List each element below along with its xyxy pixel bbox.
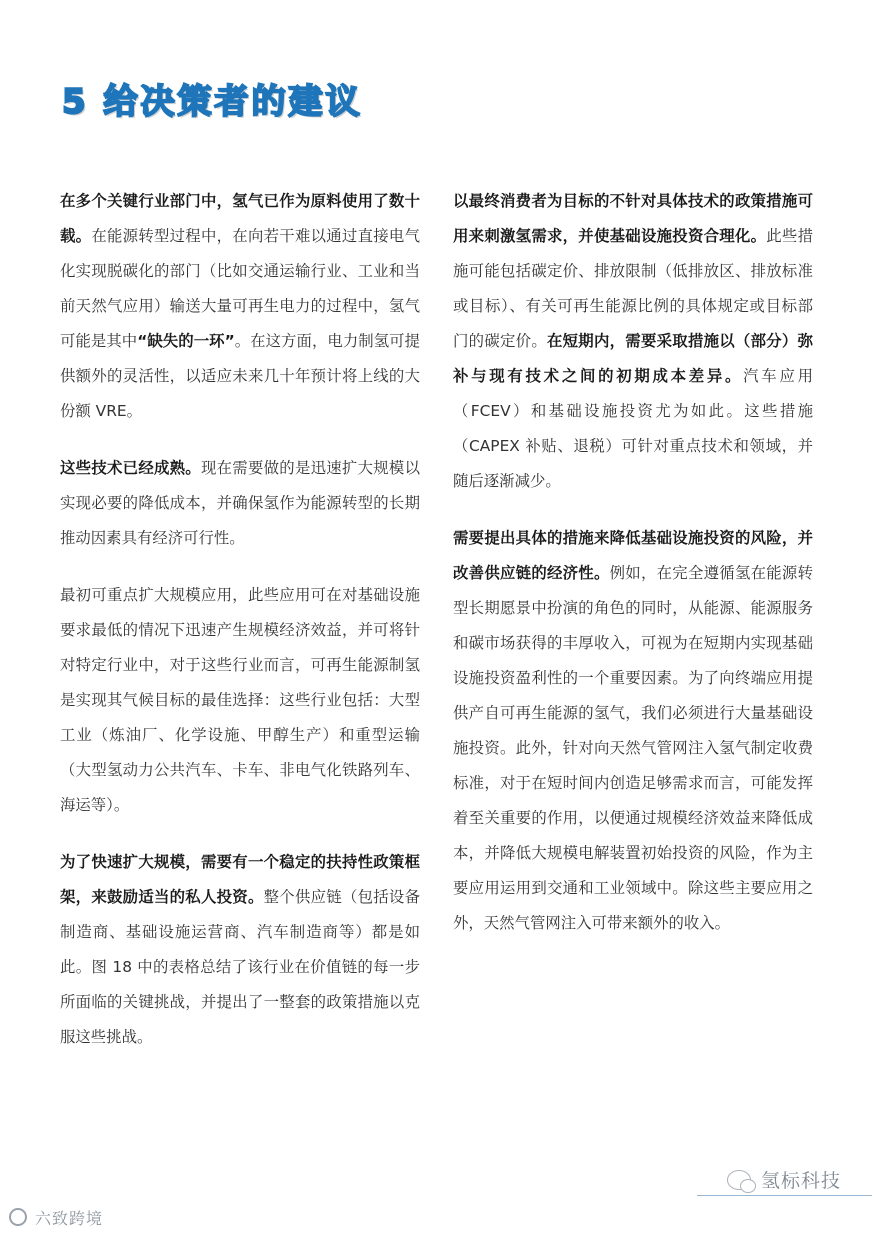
watermark-text: 六致跨境 <box>35 1209 104 1228</box>
wechat-icon <box>727 1170 751 1190</box>
bold-text: 为了快速扩大规模，需要有一个稳定的扶持性政策框架，来鼓励适当的私人投资。 <box>60 853 420 906</box>
paragraph <box>60 184 420 429</box>
paragraph <box>60 845 420 1055</box>
body-text: 此些措施可能包括碳定价、排放限制（低排放区、排放标准或目标）、有关可再生能源比例的具体规定或目标部门的碳定价。 <box>453 227 813 350</box>
watermark-brand: 氢标科技 <box>761 1170 842 1192</box>
body-text: 最初可重点扩大规模应用，此些应用可在对基础设施要求最低的情况下迅速产生规模经济效益，并可将针对特定行业中，对于这些行业而言，可再生能源制氢是实现其气候目标的最佳选择：这些行业包括：大型工业（炼油厂、化学设施、甲醇生产）和重型运输（大型氢动力公共汽车、卡车、非电气化铁路列车、海运等）。 <box>60 586 420 814</box>
bold-text: 在短期内，需要采取措施以（部分）弥补与现有技术之间的初期成本差异。 <box>453 332 813 385</box>
bold-text: 需要提出具体的措施来降低基础设施投资的风险，并改善供应链的经济性。 <box>453 529 813 582</box>
left-column <box>60 184 420 1077</box>
paragraph <box>453 184 813 499</box>
right-column <box>453 184 813 963</box>
body-text: 整个供应链（包括设备制造商、基础设施运营商、汽车制造商等）都是如此。图 18 中的表格总结了该行业在价值链的每一步所面临的关键挑战，并提出了一整套的政策措施以克服这些挑战。 <box>60 888 420 1046</box>
body-text: 在能源转型过程中，在向若干难以通过直接电气化实现脱碳化的部门（比如交通运输行业、工业和当前天然气应用）输送大量可再生电力的过程中，氢气可能是其中 <box>60 227 420 350</box>
paragraph <box>60 578 420 823</box>
bold-text: “缺失的一环” <box>137 332 235 350</box>
body-text: 汽车应用（FCEV）和基础设施投资尤为如此。这些措施（CAPEX 补贴、退税）可针对重点技术和领域，并随后逐渐减少。 <box>453 367 813 490</box>
watermark-logo-icon <box>9 1208 27 1226</box>
body-text: 例如，在完全遵循氢在能源转型长期愿景中扮演的角色的同时，从能源、能源服务和碳市场获得的丰厚收入，可视为在短期内实现基础设施投资盈利性的一个重要因素。为了向终端应用提供产自可再生能源的氢气，我们必须进行大量基础设施投资。此外，针对向天然气管网注入氢气制定收费标准，对于在短时间内创造足够需求而言，可能发挥着至关重要的作用，以便通过规模经济效益来降低成本，并降低大规模电解装置初始投资的风险，作为主要应用运用到交通和工业领域中。除这些主要应用之外，天然气管网注入可带来额外的收入。 <box>453 564 813 932</box>
paragraph <box>453 521 813 941</box>
section-title: 5 给决策者的建议 <box>62 82 363 122</box>
bold-text: 在多个关键行业部门中，氢气已作为原料使用了数十载。 <box>60 192 420 245</box>
footer-rule <box>697 1169 872 1196</box>
body-text: 。在这方面，电力制氢可提供额外的灵活性，以适应未来几十年预计将上线的大份额 VRE。 <box>60 332 420 420</box>
bold-text: 以最终消费者为目标的不针对具体技术的政策措施可用来刺激氢需求，并使基础设施投资合理化。 <box>453 192 813 245</box>
paragraph <box>60 451 420 556</box>
body-text: 现在需要做的是迅速扩大规模以实现必要的降低成本，并确保氢作为能源转型的长期推动因素具有经济可行性。 <box>60 459 420 547</box>
bold-text: 这些技术已经成熟。 <box>60 459 201 477</box>
